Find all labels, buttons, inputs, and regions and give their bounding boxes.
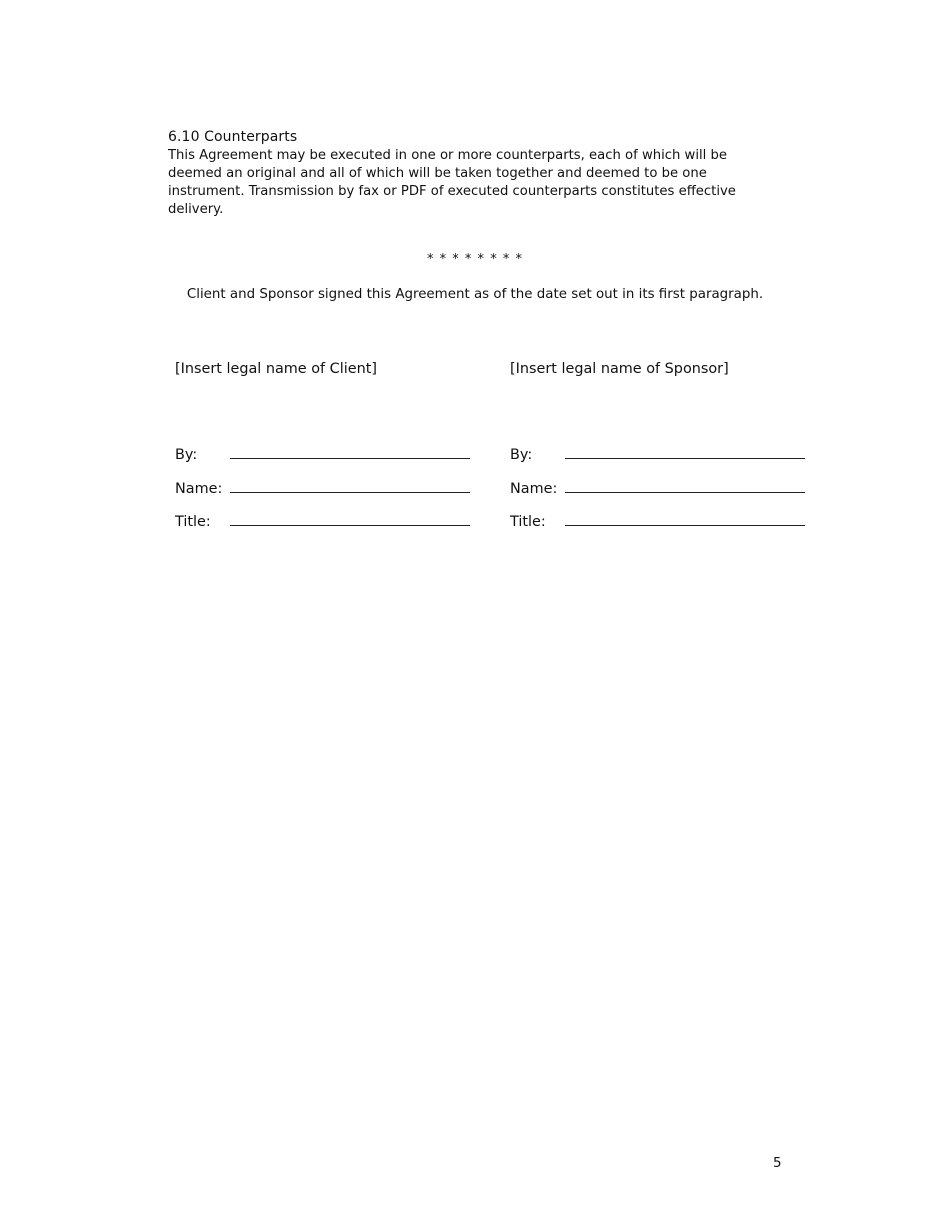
client-title-row [175,513,470,531]
signed-statement: Client and Sponsor signed this Agreement as of the date set out in its first paragraph. [186,287,764,302]
by-label: By: [175,447,198,463]
sponsor-party-name: [Insert legal name of Sponsor] [510,361,729,377]
section-separator: * * * * * * * * [427,252,523,267]
section-heading: 6.10 Counterparts [168,129,298,145]
name-label: Name: [510,481,558,497]
sponsor-title-signature-line[interactable] [565,513,805,526]
title-label: Title: [510,514,546,530]
sponsor-title-row [510,513,805,531]
client-party-name: [Insert legal name of Client] [175,361,377,377]
sponsor-by-row [510,446,805,464]
page-number: 5 [773,1156,782,1171]
section-body [168,147,768,219]
client-title-signature-line[interactable] [230,513,470,526]
body-line: delivery. [168,202,224,217]
body-line: instrument. Transmission by fax or PDF of executed counterparts constitutes effective [168,184,736,199]
by-label: By: [510,447,533,463]
client-name-signature-line[interactable] [230,480,470,493]
client-by-row [175,446,470,464]
sponsor-name-signature-line[interactable] [565,480,805,493]
body-line: This Agreement may be executed in one or more counterparts, each of which will be [168,148,727,163]
title-label: Title: [175,514,211,530]
sponsor-name-row [510,480,805,498]
client-by-signature-line[interactable] [230,446,470,459]
sponsor-by-signature-line[interactable] [565,446,805,459]
body-line: deemed an original and all of which will be taken together and deemed to be one [168,166,707,181]
name-label: Name: [175,481,223,497]
client-name-row [175,480,470,498]
